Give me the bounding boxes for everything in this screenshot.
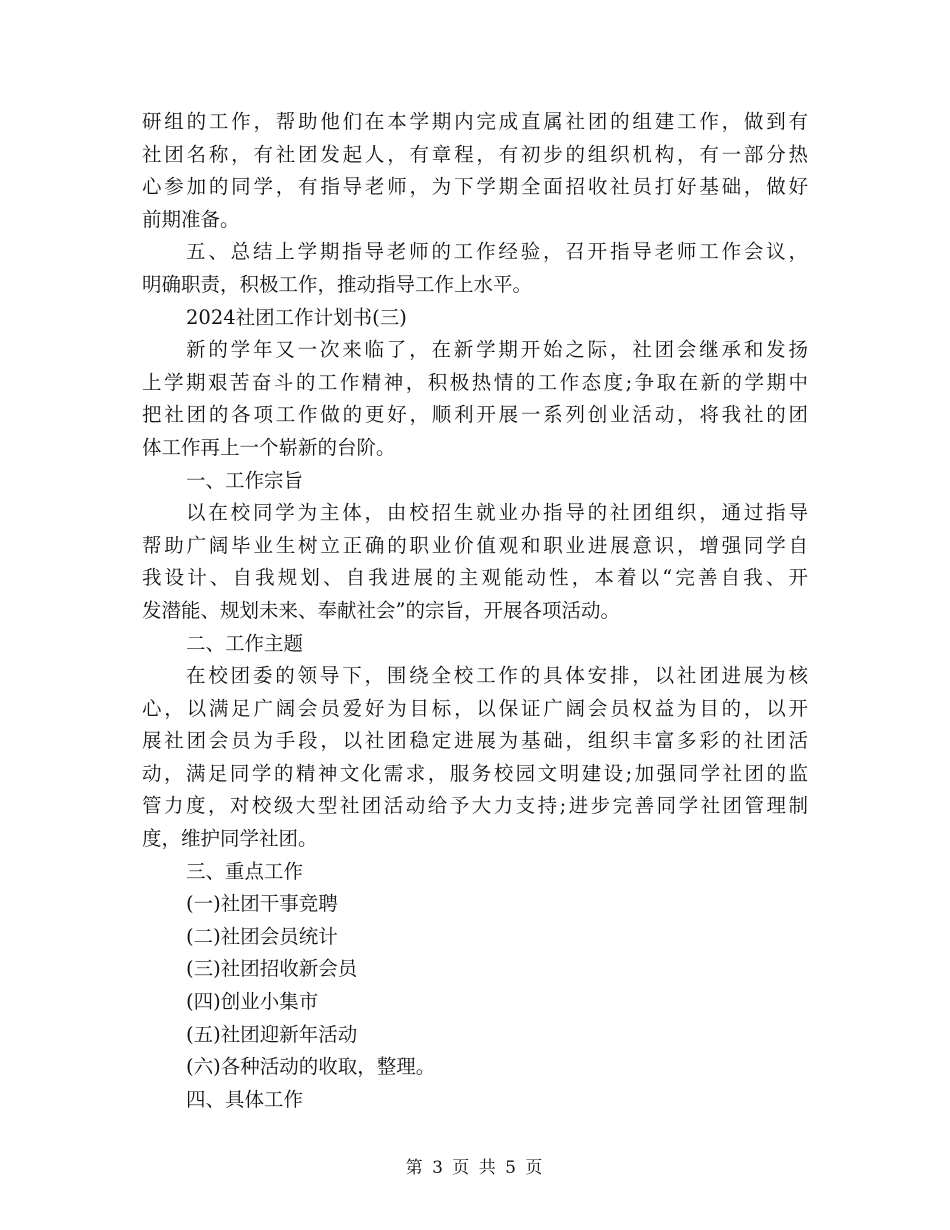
text-line: 以在校同学为主体，由校招生就业办指导的社团组织，通过指导 xyxy=(186,501,808,525)
text-line: 展社团会员为手段，以社团稳定进展为基础，组织丰富多彩的社团活 xyxy=(142,729,808,753)
list-item: (二)社团会员统计 xyxy=(186,924,338,948)
text-line: 度，维护同学社团。 xyxy=(142,827,318,851)
document-body xyxy=(142,106,808,1116)
text-line: 动，满足同学的精神文化需求，服务校园文明建设;加强同学社团的监 xyxy=(142,761,808,785)
page-number-footer: 第 3 页 共 5 页 xyxy=(405,1158,545,1178)
text-line: 在校团委的领导下，围绕全校工作的具体安排，以社团进展为核 xyxy=(186,664,808,688)
text-line: 帮助广阔毕业生树立正确的职业价值观和职业进展意识，增强同学自 xyxy=(142,533,808,557)
section-heading: 三、重点工作 xyxy=(186,859,304,883)
text-line: 明确职责，积极工作，推动指导工作上水平。 xyxy=(142,272,533,296)
list-item: (五)社团迎新年活动 xyxy=(186,1022,358,1046)
text-line: 社团名称，有社团发起人，有章程，有初步的组织机构，有一部分热 xyxy=(142,142,808,166)
text-line: 研组的工作，帮助他们在本学期内完成直属社团的组建工作，做到有 xyxy=(142,110,808,133)
list-item: (三)社团招收新会员 xyxy=(186,957,358,981)
section-heading: 四、具体工作 xyxy=(186,1087,304,1111)
text-line: 五、总结上学期指导老师的工作经验，召开指导老师工作会议， xyxy=(186,240,808,264)
text-line: 心，以满足广阔会员爱好为目标，以保证广阔会员权益为目的，以开 xyxy=(142,696,808,720)
text-line: 把社团的各项工作做的更好，顺利开展一系列创业活动，将我社的团 xyxy=(142,403,808,427)
text-line: 发潜能、规划未来、奉献社会”的宗旨，开展各项活动。 xyxy=(142,598,620,622)
text-line: 我设计、自我规划、自我进展的主观能动性，本着以“完善自我、开 xyxy=(142,566,808,590)
text-line: 管力度，对校级大型社团活动给予大力支持;进步完善同学社团管理制 xyxy=(142,794,808,818)
text-line: 体工作再上一个崭新的台阶。 xyxy=(142,435,396,459)
text-line: 前期准备。 xyxy=(142,207,240,231)
list-item: (六)各种活动的收取，整理。 xyxy=(186,1055,436,1079)
text-line: 上学期艰苦奋斗的工作精神，积极热情的工作态度;争取在新的学期中 xyxy=(142,370,808,394)
text-line: 心参加的同学，有指导老师，为下学期全面招收社员打好基础，做好 xyxy=(142,175,808,199)
section-heading: 2024社团工作计划书(三) xyxy=(186,305,407,329)
text-line: 新的学年又一次来临了，在新学期开始之际，社团会继承和发扬 xyxy=(186,338,808,362)
list-item: (四)创业小集市 xyxy=(186,990,319,1014)
section-heading: 一、工作宗旨 xyxy=(186,468,304,492)
section-heading: 二、工作主题 xyxy=(186,631,304,655)
list-item: (一)社团干事竞聘 xyxy=(186,892,338,916)
